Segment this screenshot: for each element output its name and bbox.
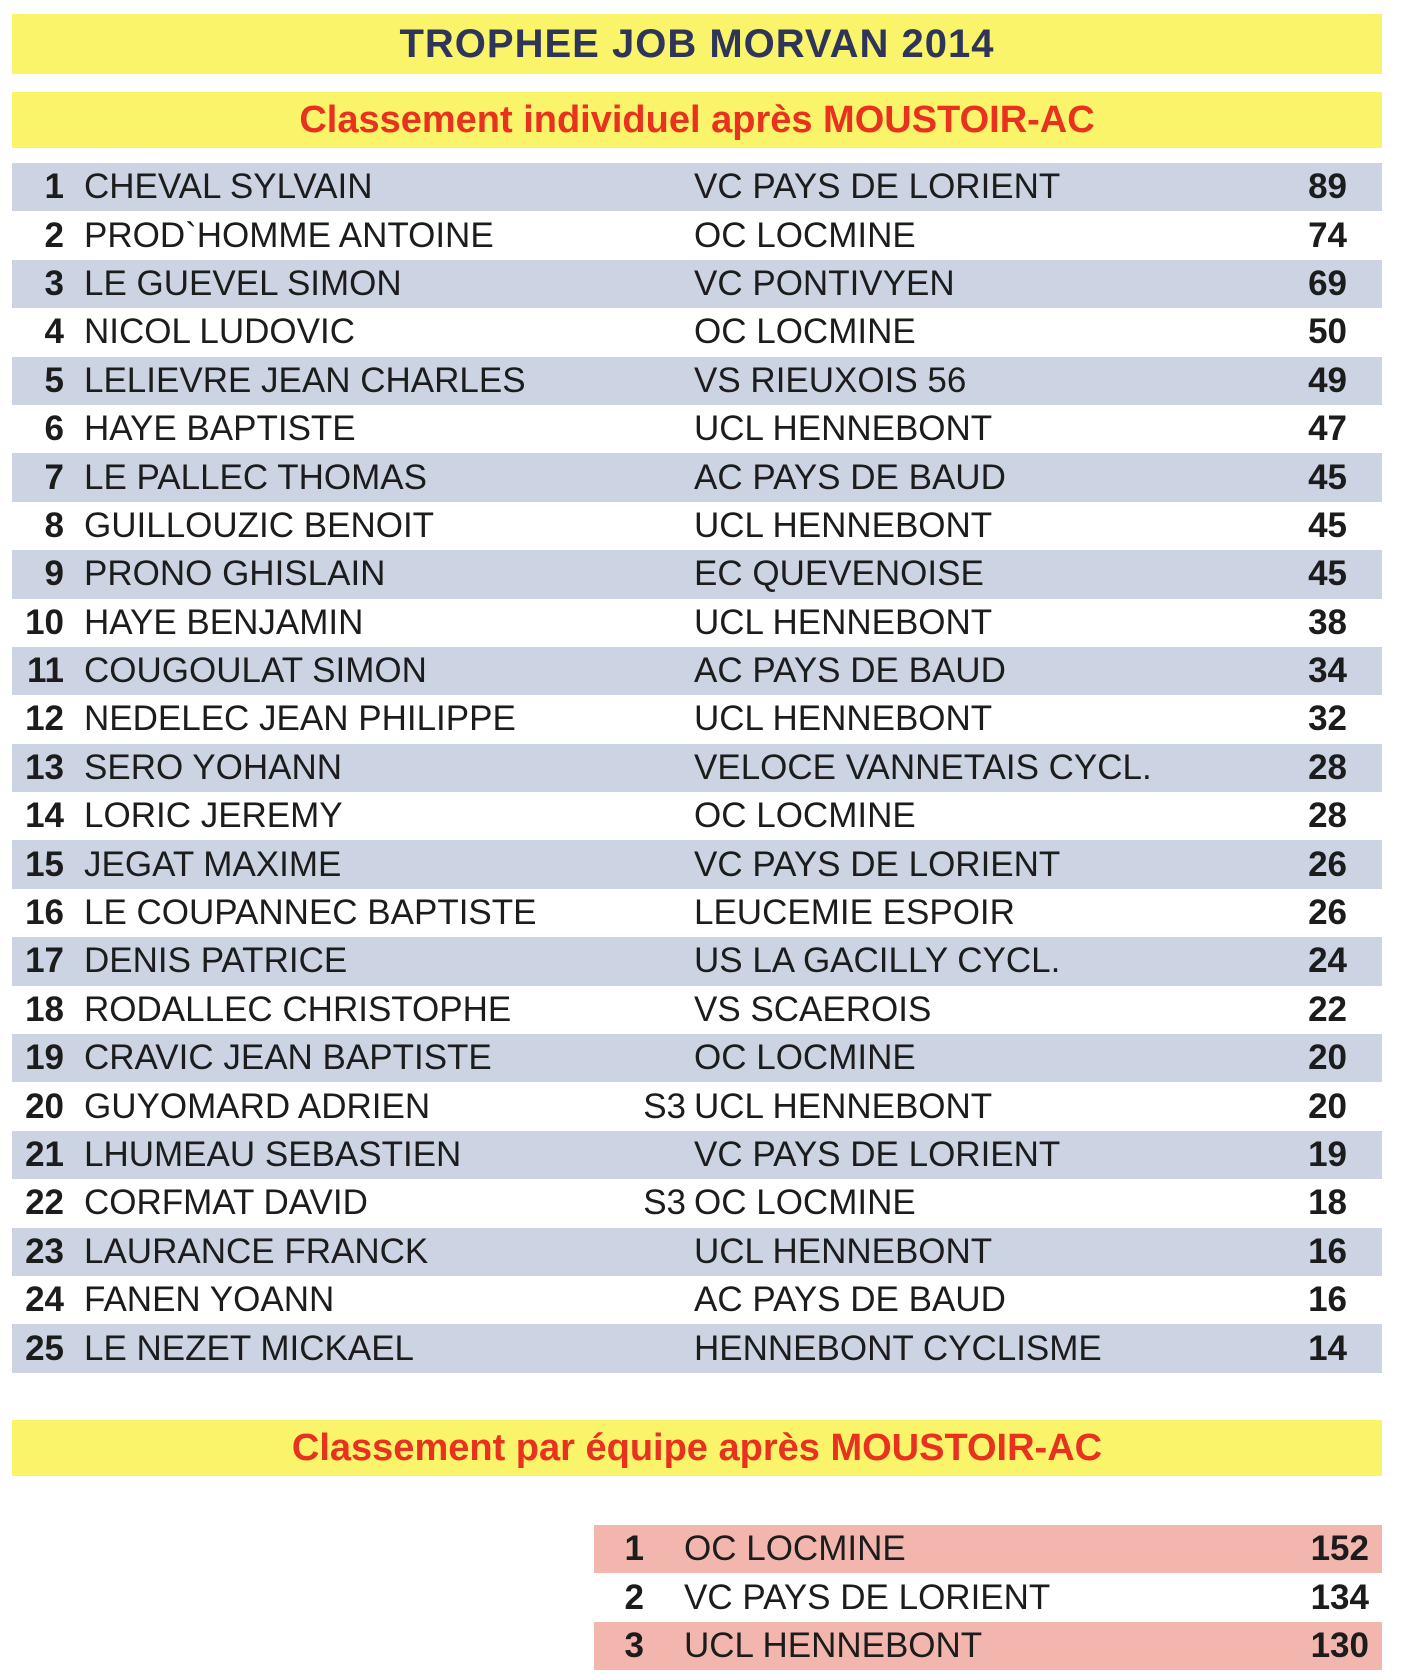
points-cell: 50 [1308,312,1347,352]
club-cell: VS SCAEROIS [694,989,932,1029]
rank-cell: 12 [25,699,64,739]
category-cell: S3 [643,1086,686,1126]
category-cell: S3 [643,1183,686,1223]
table-row [12,550,1382,598]
club-cell: LEUCEMIE ESPOIR [694,893,1015,933]
team-ranking-table [594,1525,1382,1670]
points-cell: 49 [1308,360,1347,400]
points-cell: 26 [1308,844,1347,884]
points-cell: 69 [1308,263,1347,303]
rank-cell: 6 [44,409,64,449]
club-cell: HENNEBONT CYCLISME [694,1328,1102,1368]
rank-cell: 21 [25,1135,64,1174]
rank-cell: 25 [25,1328,64,1368]
team-points-cell: 130 [1310,1625,1369,1665]
rider-name-cell: HAYE BAPTISTE [84,409,356,449]
points-cell: 16 [1308,1280,1347,1320]
rider-name-cell: RODALLEC CHRISTOPHE [84,989,512,1029]
club-cell: OC LOCMINE [694,796,916,836]
points-cell: 28 [1308,796,1347,836]
rider-name-cell: NICOL LUDOVIC [84,312,355,352]
page-title: TROPHEE JOB MORVAN 2014 [12,14,1382,74]
table-row [12,357,1382,405]
rank-cell: 22 [25,1183,64,1223]
rider-name-cell: GUILLOUZIC BENOIT [84,505,435,545]
club-cell: VS RIEUXOIS 56 [694,360,967,400]
rank-cell: 14 [25,796,64,836]
club-cell: AC PAYS DE BAUD [694,651,1006,691]
rank-cell: 10 [25,602,64,642]
points-cell: 45 [1308,457,1347,497]
points-cell: 19 [1308,1135,1347,1174]
table-row [12,211,1382,259]
rider-name-cell: SERO YOHANN [84,747,343,787]
rider-name-cell: CORFMAT DAVID [84,1183,368,1223]
rank-cell: 24 [25,1280,64,1320]
points-cell: 20 [1308,1038,1347,1078]
club-cell: UCL HENNEBONT [694,409,993,449]
rank-cell: 19 [25,1038,64,1078]
table-row [12,260,1382,308]
rider-name-cell: FANEN YOANN [84,1280,335,1320]
rider-name-cell: LE COUPANNEC BAPTISTE [84,893,537,933]
rank-cell: 20 [25,1086,64,1126]
club-cell: UCL HENNEBONT [694,699,993,739]
team-club-cell: UCL HENNEBONT [684,1625,983,1665]
table-row [12,405,1382,453]
table-row [12,889,1382,937]
team-points-cell: 134 [1310,1577,1369,1617]
rider-name-cell: PRONO GHISLAIN [84,554,386,594]
team-rank-cell: 2 [624,1577,644,1617]
table-row [12,1276,1382,1324]
points-cell: 14 [1308,1328,1347,1368]
team-points-cell: 152 [1310,1529,1369,1569]
rider-name-cell: CRAVIC JEAN BAPTISTE [84,1038,492,1078]
table-row [12,1034,1382,1082]
points-cell: 22 [1308,989,1347,1029]
table-row [12,695,1382,743]
table-row [12,792,1382,840]
table-row [12,502,1382,550]
table-row [12,986,1382,1034]
individual-heading: Classement individuel après MOUSTOIR-AC [12,92,1382,148]
table-row [12,453,1382,501]
club-cell: AC PAYS DE BAUD [694,1280,1006,1320]
table-row [12,1179,1382,1227]
table-row [12,744,1382,792]
rider-name-cell: PROD`HOMME ANTOINE [84,215,494,255]
team-club-cell: OC LOCMINE [684,1529,906,1569]
club-cell: VC PONTIVYEN [694,263,955,303]
club-cell: VC PAYS DE LORIENT [694,1135,1061,1174]
rank-cell: 13 [25,747,64,787]
rider-name-cell: LE PALLEC THOMAS [84,457,427,497]
club-cell: OC LOCMINE [694,312,916,352]
team-rank-cell: 1 [624,1529,644,1569]
points-cell: 24 [1308,941,1347,981]
club-cell: EC QUEVENOISE [694,554,984,594]
table-row [594,1573,1382,1621]
club-cell: UCL HENNEBONT [694,1086,993,1126]
club-cell: UCL HENNEBONT [694,505,993,545]
points-cell: 45 [1308,554,1347,594]
club-cell: OC LOCMINE [694,1038,916,1078]
rank-cell: 4 [44,312,64,352]
rider-name-cell: CHEVAL SYLVAIN [84,167,373,207]
rank-cell: 9 [44,554,64,594]
table-row [12,937,1382,985]
points-cell: 38 [1308,602,1347,642]
table-row [12,1228,1382,1276]
points-cell: 16 [1308,1231,1347,1271]
club-cell: UCL HENNEBONT [694,602,993,642]
rider-name-cell: GUYOMARD ADRIEN [84,1086,431,1126]
table-row [12,1324,1382,1372]
table-row [12,647,1382,695]
points-cell: 26 [1308,893,1347,933]
points-cell: 45 [1308,505,1347,545]
rank-cell: 16 [25,893,64,933]
individual-ranking-table [12,163,1382,1373]
table-row [594,1525,1382,1573]
points-cell: 47 [1308,409,1347,449]
club-cell: OC LOCMINE [694,215,916,255]
team-rank-cell: 3 [624,1625,644,1665]
rider-name-cell: COUGOULAT SIMON [84,651,427,691]
rider-name-cell: DENIS PATRICE [84,941,348,981]
club-cell: AC PAYS DE BAUD [694,457,1006,497]
club-cell: VC PAYS DE LORIENT [694,844,1061,884]
points-cell: 34 [1308,651,1347,691]
points-cell: 32 [1308,699,1347,739]
club-cell: US LA GACILLY CYCL. [694,941,1061,981]
points-cell: 28 [1308,747,1347,787]
points-cell: 20 [1308,1086,1347,1126]
rider-name-cell: LE NEZET MICKAEL [84,1328,415,1368]
rank-cell: 3 [44,263,64,303]
rider-name-cell: LHUMEAU SEBASTIEN [84,1135,462,1174]
rank-cell: 5 [44,360,64,400]
table-row [12,163,1382,211]
rider-name-cell: JEGAT MAXIME [84,844,342,884]
rank-cell: 18 [25,989,64,1029]
table-row [12,1082,1382,1130]
points-cell: 89 [1308,167,1347,207]
rank-cell: 2 [44,215,64,255]
points-cell: 18 [1308,1183,1347,1223]
rank-cell: 17 [25,941,64,981]
club-cell: VC PAYS DE LORIENT [694,167,1061,207]
rider-name-cell: LAURANCE FRANCK [84,1231,429,1271]
table-row [12,840,1382,888]
table-row [12,599,1382,647]
team-club-cell: VC PAYS DE LORIENT [684,1577,1051,1617]
club-cell: OC LOCMINE [694,1183,916,1223]
rank-cell: 1 [44,167,64,207]
rank-cell: 23 [25,1231,64,1271]
club-cell: VELOCE VANNETAIS CYCL. [694,747,1152,787]
points-cell: 74 [1308,215,1347,255]
rank-cell: 8 [44,505,64,545]
team-heading: Classement par équipe après MOUSTOIR-AC [12,1420,1382,1476]
rank-cell: 7 [44,457,64,497]
table-row [594,1622,1382,1670]
rider-name-cell: LE GUEVEL SIMON [84,263,402,303]
rank-cell: 11 [27,651,64,691]
rank-cell: 15 [25,844,64,884]
table-row [12,308,1382,356]
rider-name-cell: HAYE BENJAMIN [84,602,364,642]
rider-name-cell: LELIEVRE JEAN CHARLES [84,360,526,400]
club-cell: UCL HENNEBONT [694,1231,993,1271]
table-row [12,1131,1382,1179]
rider-name-cell: NEDELEC JEAN PHILIPPE [84,699,516,739]
rider-name-cell: LORIC JEREMY [84,796,343,836]
